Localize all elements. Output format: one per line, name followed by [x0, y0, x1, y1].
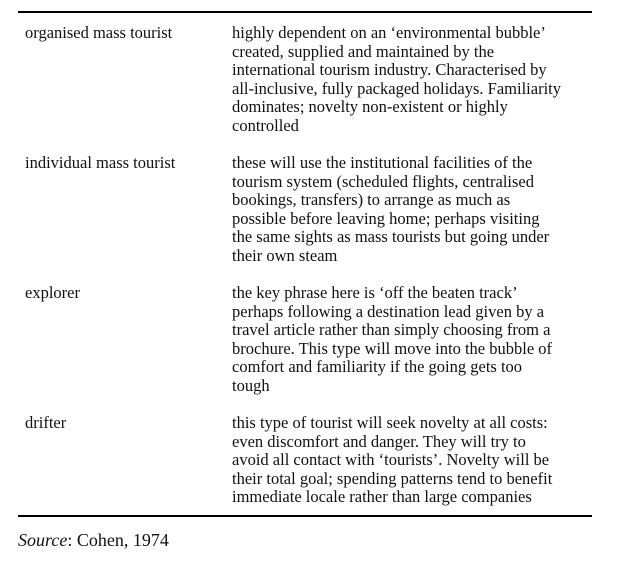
description-line: immediate locale rather than large companies [232, 487, 532, 506]
description-line: all-inclusive, fully packaged holidays. Familiarity [232, 78, 562, 98]
description-line: tough [232, 375, 270, 395]
description-line: created, supplied and maintained by the [232, 41, 495, 61]
source-text: : Cohen, 1974 [67, 530, 169, 550]
table-top-rule [18, 11, 592, 13]
description-line: these will use the institutional facilities of the [232, 153, 533, 172]
description-line: brochure. This type will move into the bubble of [232, 338, 553, 358]
description-line: possible before leaving home; perhaps visiting [232, 208, 540, 228]
description-line: travel article rather than simply choosing from a [232, 320, 551, 339]
description-line: this type of tourist will seek novelty at all costs: [232, 413, 548, 432]
source-label: Source [18, 530, 68, 550]
description-line: highly dependent on an ‘environmental bubble’ [232, 23, 546, 42]
description-line: their total goal; spending patterns tend to benefit [232, 468, 553, 488]
tourist-type-label: individual mass tourist [25, 153, 176, 172]
source-citation [18, 529, 169, 551]
table-bottom-rule [18, 515, 592, 517]
tourist-type-description [232, 414, 594, 507]
tourist-type-description [232, 154, 594, 265]
description-line: bookings, transfers) to arrange as much as [232, 190, 511, 209]
description-line: tourism system (scheduled flights, centralised [232, 171, 534, 191]
description-line: the same sights as mass tourists but going under [232, 227, 550, 246]
tourist-type-label: drifter [25, 413, 67, 432]
tourist-type-description [232, 284, 594, 395]
description-line: their own steam [232, 245, 338, 265]
description-line: comfort and familiarity if the going gets too [232, 357, 523, 376]
description-line: controlled [232, 115, 299, 135]
description-line: international tourism industry. Characterised by [232, 60, 547, 79]
tourist-type-label: organised mass tourist [25, 23, 173, 42]
description-line: perhaps following a destination lead given by a [232, 301, 545, 321]
description-line: avoid all contact with ‘tourists’. Novelty will be [232, 450, 550, 469]
tourist-type-label: explorer [25, 283, 80, 302]
description-line: dominates; novelty non-existent or highly [232, 97, 508, 116]
tourist-type-description [232, 24, 594, 135]
description-line: the key phrase here is ‘off the beaten track’ [232, 283, 518, 302]
description-line: even discomfort and danger. They will try to [232, 431, 526, 451]
